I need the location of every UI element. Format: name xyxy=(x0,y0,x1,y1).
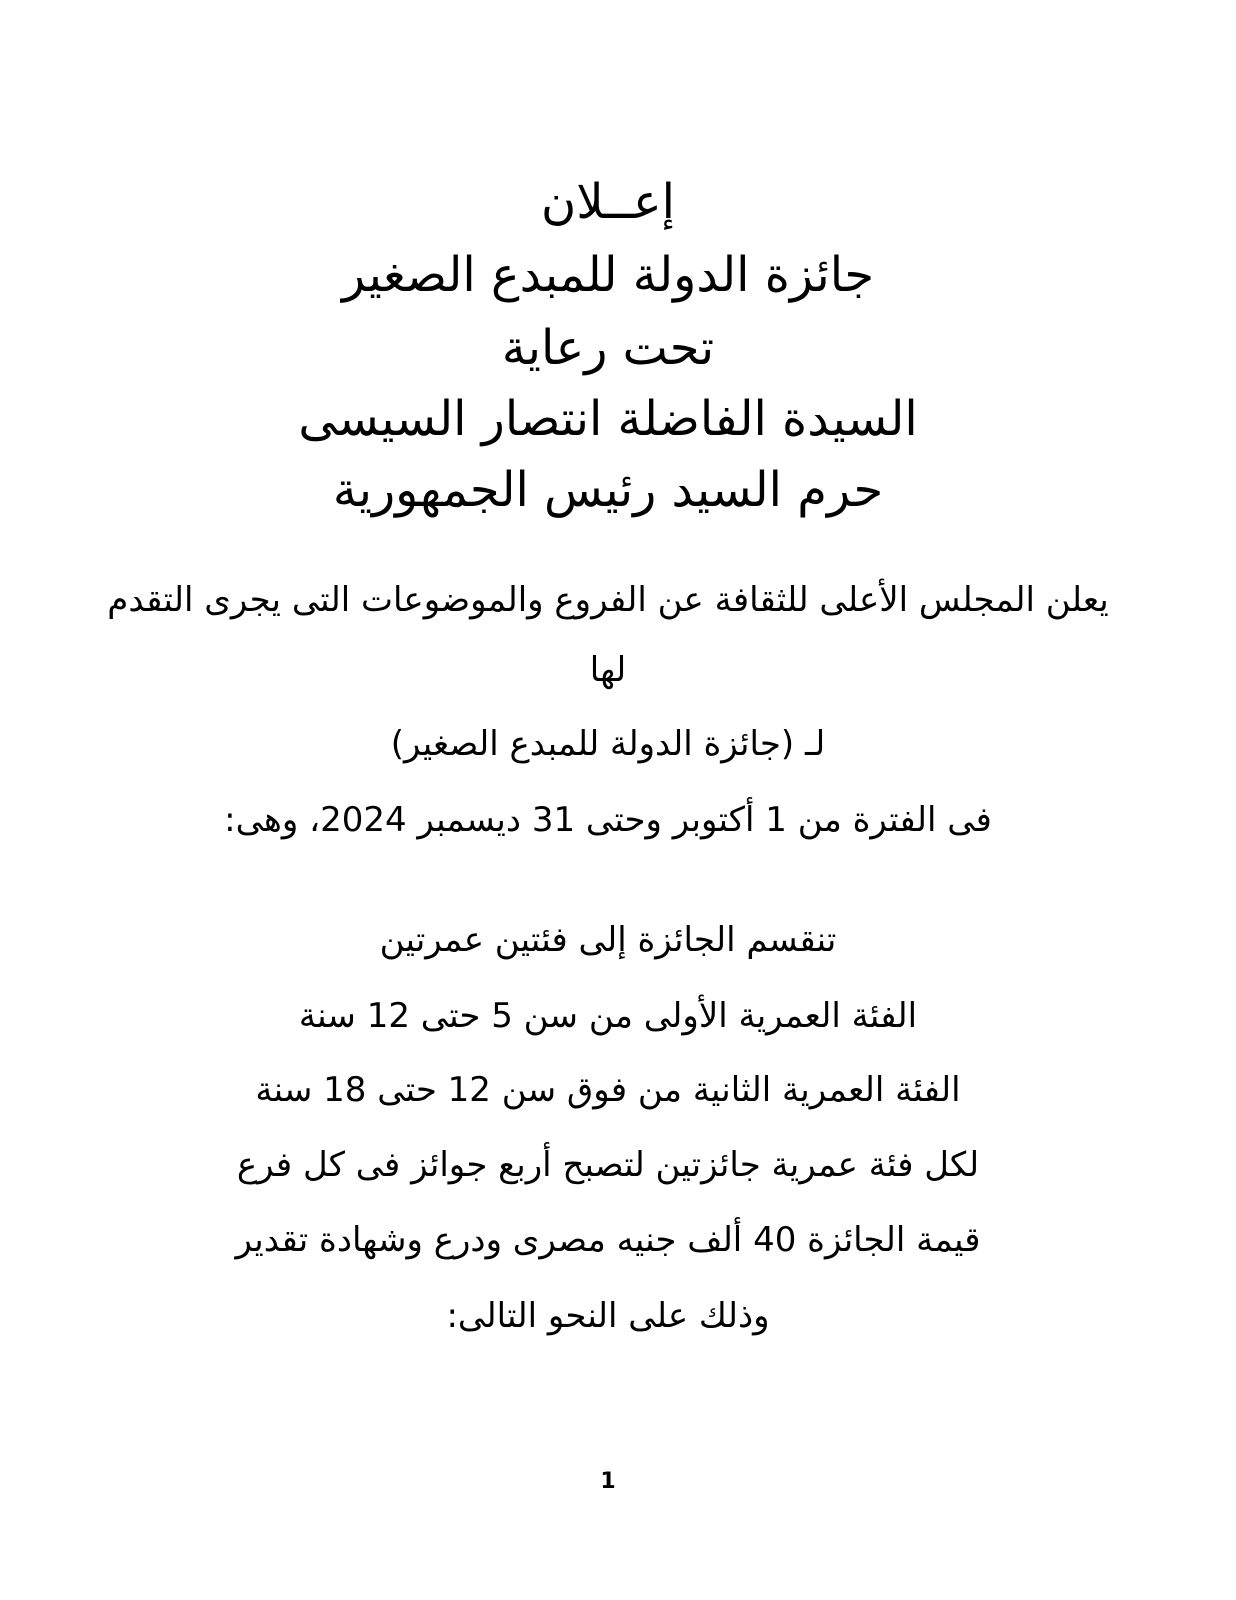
intro-line-4: فى الفترة من 1 أكتوبر وحتى 31 ديسمبر 2024، وهى: xyxy=(224,800,992,840)
patronage-heading: تحت رعاية xyxy=(501,320,715,376)
patron-title-heading: حرم السيد رئيس الجمهورية xyxy=(332,462,884,518)
intro-line-2: لها xyxy=(589,650,627,690)
details-line-4: لكل فئة عمرية جائزتين لتصبح أربع جوائز فى كل فرع xyxy=(236,1145,980,1185)
intro-line-1: يعلن المجلس الأعلى للثقافة عن الفروع والموضوعات التى يجرى التقدم xyxy=(107,580,1109,620)
details-line-6: وذلك على النحو التالى: xyxy=(446,1296,770,1336)
intro-line-3: لـ (جائزة الدولة للمبدع الصغير) xyxy=(390,724,826,764)
details-line-5: قيمة الجائزة 40 ألف جنيه مصرى ودرع وشهادة تقدير xyxy=(235,1220,981,1260)
page-number: 1 xyxy=(600,1469,616,1494)
award-name-heading: جائزة الدولة للمبدع الصغير xyxy=(341,247,875,303)
details-line-2: الفئة العمرية الأولى من سن 5 حتى 12 سنة xyxy=(298,996,918,1036)
patron-name-heading: السيدة الفاضلة انتصار السيسى xyxy=(298,391,918,447)
details-line-1: تنقسم الجائزة إلى فئتين عمرتين xyxy=(379,920,837,960)
details-line-3: الفئة العمرية الثانية من فوق سن 12 حتى 18 سنة xyxy=(255,1070,961,1110)
announcement-title: إعــلان xyxy=(541,174,675,230)
